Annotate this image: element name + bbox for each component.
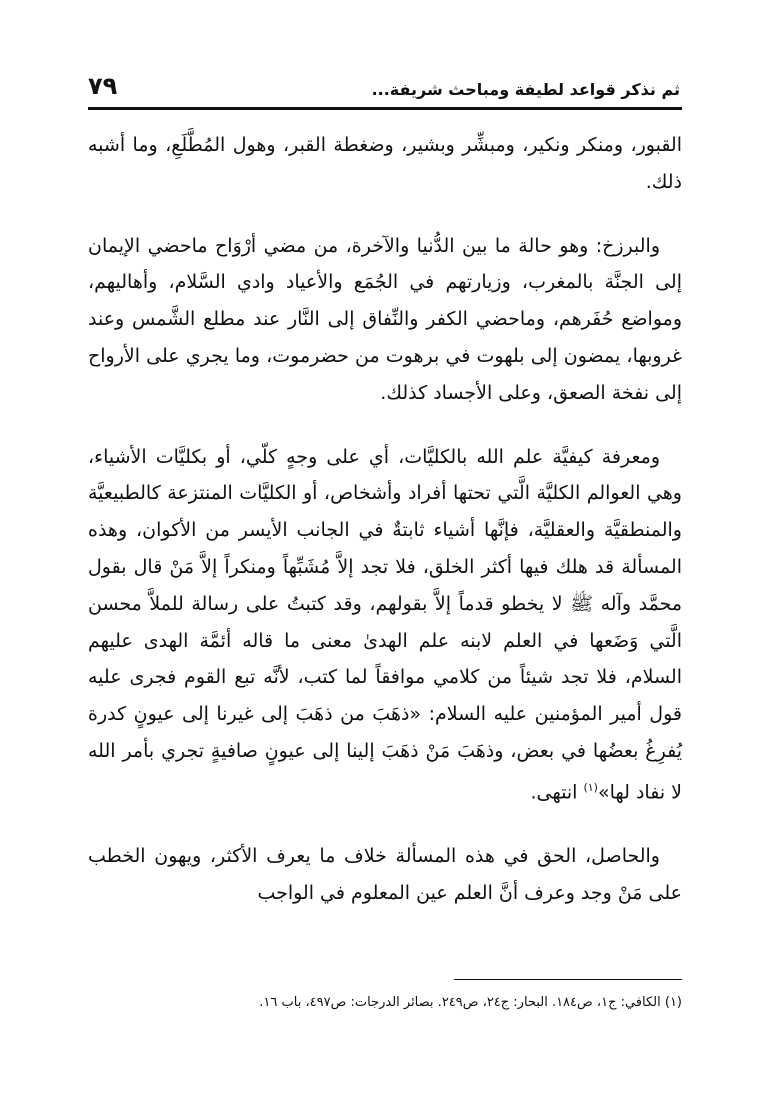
body-text bbox=[88, 127, 682, 938]
running-head: ثم نذكر قواعد لطيفة ومباحث شريفة... bbox=[371, 80, 680, 99]
paragraph-3 bbox=[88, 439, 682, 811]
paragraph-3-tail: انتهى. bbox=[530, 781, 584, 804]
paragraph-4: والحاصل، الحق في هذه المسألة خلاف ما يعرف الأكثر، ويهون الخطب على مَنْ وجد وعرف أنَّ العلم عين المعلوم في الواجب bbox=[88, 844, 682, 904]
footnote: (١) الكافي: ج١، ص١٨٤. البحار: ج٢٤، ص٢٤٩. بصائر الدرجات: ص٤٩٧، باب ١٦. bbox=[259, 995, 682, 1010]
page-number: ٧٩ bbox=[88, 72, 118, 100]
paragraph-2: والبرزخ: وهو حالة ما بين الدُّنيا والآخرة، من مضي أرْوَاح ماحضي الإيمان إلى الجنَّة بالمغرب، وزيارتهم في الجُمَع والأعياد وادي السَّلام، وأهاليهم، ومواضع حُفَرهم، وماحضي الكفر والنِّفاق إلى النَّار عند مطلع الشَّمس وعند غروبها، يمضون إلى بلهوت في برهوت من حضرموت، وما يجري على الأرواح إلى نفخة الصعق، وعلى الأجساد كذلك. bbox=[88, 234, 682, 404]
page-header bbox=[88, 66, 680, 106]
footnote-marker: (١) bbox=[583, 780, 598, 794]
paragraph-1: القبور، ومنكر ونكير، ومبشِّر وبشير، وضغطة القبر، وهول المُطَّلَعِ، وما أشبه ذلك. bbox=[88, 134, 682, 193]
paragraph-3-text: ومعرفة كيفيَّة علم الله بالكليَّات، أي على وجهٍ كلّي، أو بكليَّات الأشياء، وهي العوالم الكليَّة الَّتي تحتها أفراد وأشخاص، أو الكليَّات المنتزعة كالطبيعيَّة والمنطقيَّة والعقليَّة، فإنَّها أشياء ثابتةٌ في الجانب الأيسر من الأكوان، وهذه المسألة قد هلك فيها أكثر الخلق، فلا تجد إلاَّ مُشَبِّهاً ومنكراً إلاَّ مَنْ قال بقول محمَّد وآله ﷺ لا يخطو قدماً إلاَّ بقولهم، وقد كتبتُ على رسالة للملاَّ محسن الَّتي وَضَعها في العلم لابنه علم الهدىٰ معنى ما قاله أئمَّة الهدى عليهم السلام، فلا تجد شيئاً من كلامي موافقاً لما كتب، لأنَّه تبع القوم فجرى عليه قول أمير المؤمنين عليه السلام: «ذهَبَ من ذهَبَ إلى غيرنا إلى عيونٍ كدرة يُفرِغُ بعضُها في بعض، وذهَبَ مَنْ ذهَبَ إلينا إلى عيونٍ صافيةٍ تجري بأمر الله لا نفاد لها» bbox=[88, 445, 682, 804]
footnote-rule bbox=[454, 979, 682, 980]
header-rule bbox=[88, 107, 682, 110]
